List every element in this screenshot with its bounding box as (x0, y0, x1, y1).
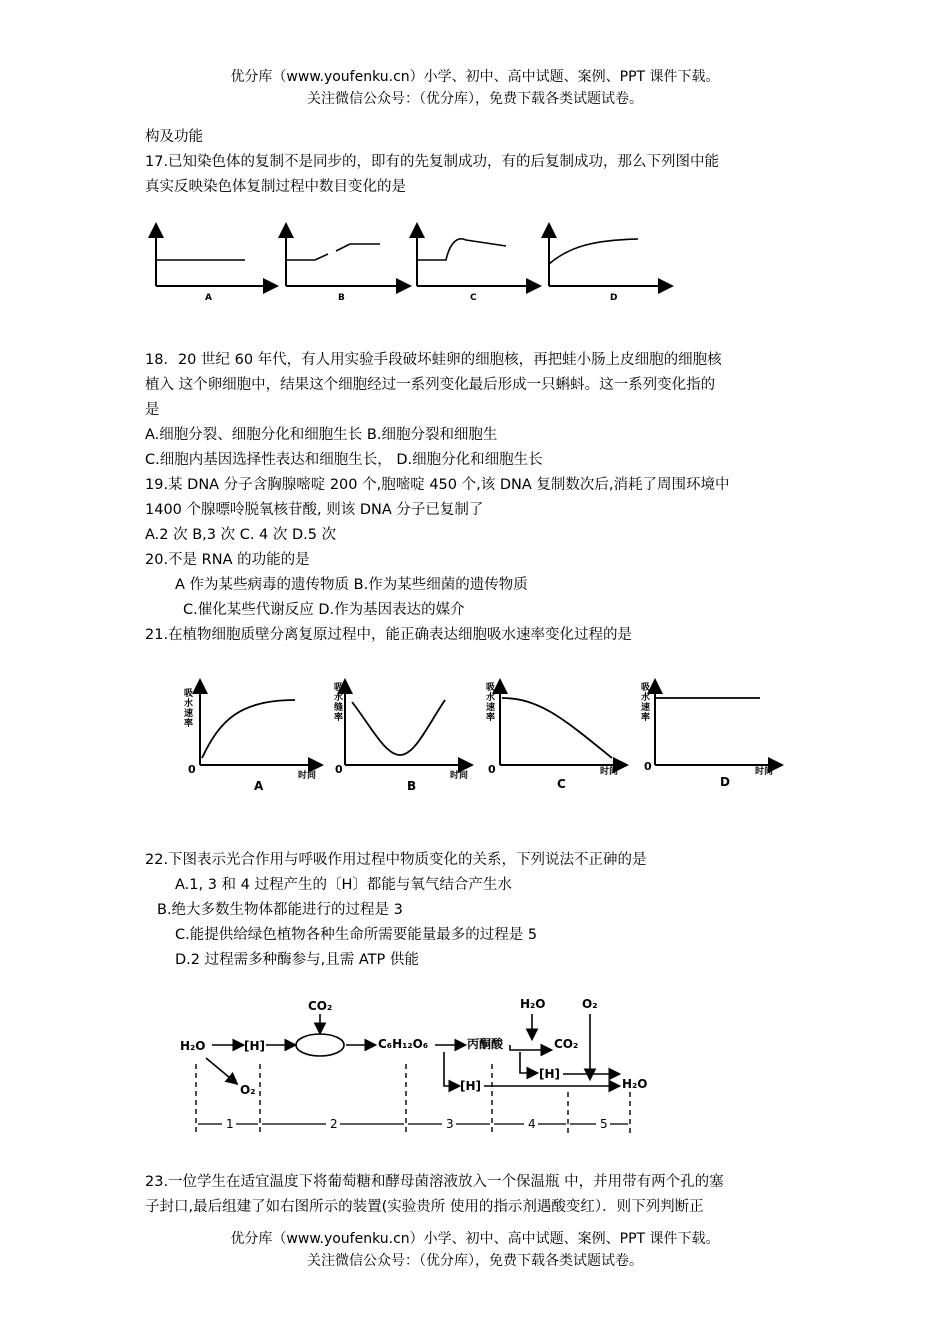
q21-figure (170, 670, 790, 805)
q22-stage-3: 3 (446, 1117, 454, 1131)
header-line-2: 关注微信公众号：（优分库），免费下载各类试题试卷。 (307, 91, 643, 107)
q18-stem-line1: 18．20 世纪 60 年代，有人用实验手段破坏蛙卵的细胞核，再把蛙小肠上皮细胞的细胞核 (145, 352, 722, 368)
q21-graph-c (500, 682, 625, 765)
q20-options-cd: C.催化某些代谢反应 D.作为基因表达的媒介 (183, 602, 465, 618)
q17-graph-c (417, 226, 538, 286)
q22-arrow-to-h-mid (520, 1052, 536, 1073)
q23-stem-line1: 23.一位学生在适宜温度下将葡萄糖和酵母菌溶液放入一个保温瓶 中，并用带有两个孔的塞 (145, 1174, 724, 1190)
page-header (0, 66, 950, 110)
q22-h-lower: [H] (460, 1079, 482, 1093)
q22-arrow-to-h-lower (444, 1052, 458, 1086)
q22-calvin-cycle (296, 1034, 344, 1056)
q21-label-b: B (407, 779, 417, 793)
q21-b-ylabel-1: 吸 (334, 683, 344, 693)
q21-stem: 21.在植物细胞质壁分离复原过程中，能正确表达细胞吸水速率变化过程的是 (145, 627, 633, 643)
q21-c-xlabel: 时间 (600, 767, 619, 777)
q22-option-c: C.能提供给绿色植物各种生命所需要能量最多的过程是 5 (175, 927, 538, 943)
q21-a-ylabel-3: 速 (184, 709, 194, 719)
q19-stem-line1: 19.某 DNA 分子含胸腺嘧啶 200 个,胞嘧啶 450 个,该 DNA 复制数次后,消耗了周围环境中 (145, 477, 730, 493)
q18-stem-line2: 植入 这个卵细胞中，结果这个细胞经过一系列变化最后形成一只蝌蚪。这一系列变化指的 (145, 377, 716, 393)
q23-stem-line2: 子封口,最后组建了如右图所示的装置(实验贵所 使用的指示剂遇酸变红）．则下列判断正 (145, 1199, 704, 1215)
q21-a-ylabel-1: 吸 (184, 689, 194, 699)
q18-stem-line3: 是 (145, 402, 160, 418)
q22-stage-4: 4 (528, 1117, 536, 1131)
q22-stage-2: 2 (330, 1117, 338, 1131)
q19-stem-line2: 1400 个腺嘌呤脱氧核苷酸, 则该 DNA 分子已复制了 (145, 502, 484, 518)
q21-b-ylabel-4: 率 (334, 713, 344, 723)
q21-d-ylabel-1: 吸 (641, 683, 651, 693)
q22-diagram (170, 988, 670, 1143)
q17-label-a: A (205, 293, 212, 303)
q21-graph-b (345, 682, 470, 765)
q21-d-ylabel-4: 率 (641, 713, 651, 723)
q21-label-a: A (254, 779, 264, 793)
q22-stem: 22.下图表示光合作用与呼吸作用过程中物质变化的关系，下列说法不正砷的是 (145, 852, 647, 868)
q18-options-cd: C.细胞内基因选择性表达和细胞生长， D.细胞分化和细胞生长 (145, 452, 543, 468)
q22-h-light: [H] (244, 1039, 266, 1053)
q21-c-zero: 0 (488, 763, 496, 776)
q21-d-xlabel: 时间 (755, 767, 774, 777)
q17-figure (140, 212, 680, 312)
q21-d-zero: 0 (644, 760, 652, 773)
q21-graph-d (655, 682, 780, 765)
q17-stem-line1: 17.已知染色体的复制不是同步的，即有的先复制成功，有的后复制成功，那么下列图中能 (145, 154, 720, 170)
q22-stage-1: 1 (226, 1117, 234, 1131)
q18-options-ab: A.细胞分裂、细胞分化和细胞生长 B.细胞分裂和细胞生 (145, 427, 498, 443)
q22-stage-5: 5 (600, 1117, 608, 1131)
q22-option-a: A.1, 3 和 4 过程产生的〔H〕都能与氧气结合产生水 (175, 877, 512, 893)
q20-options-ab: A 作为某些病毒的遗传物质 B.作为某些细菌的遗传物质 (175, 577, 528, 593)
q22-arrow-h2o-o2 (206, 1058, 236, 1083)
q21-c-ylabel-4: 率 (486, 713, 496, 723)
q22-co2-top: CO₂ (308, 999, 333, 1013)
q21-label-d: D (720, 775, 730, 789)
q17-stem-line2: 真实反映染色体复制过程中数目变化的是 (145, 179, 406, 195)
q21-a-zero: 0 (188, 763, 196, 776)
q22-h-mid: [H] (539, 1067, 561, 1081)
q22-glucose: C₆H₁₂O₆ (378, 1037, 429, 1051)
q22-h2o-top: H₂O (520, 997, 546, 1011)
q21-graph-a (200, 682, 320, 765)
q21-b-xlabel: 时间 (450, 771, 469, 781)
q21-c-ylabel-3: 速 (486, 703, 496, 713)
q22-o2-top: O₂ (582, 997, 598, 1011)
q22-option-b: B.绝大多数生物体都能进行的过程是 3 (157, 902, 403, 918)
q21-d-ylabel-3: 速 (641, 703, 651, 713)
header-line-1: 优分库（www.youfenku.cn）小学、初中、高中试题、案例、PPT 课件下载。 (230, 69, 720, 85)
footer-line-2: 关注微信公众号：（优分库），免费下载各类试题试卷。 (307, 1253, 643, 1269)
q17-graph-d (549, 226, 670, 286)
q21-b-zero: 0 (335, 763, 343, 776)
footer-line-1: 优分库（www.youfenku.cn）小学、初中、高中试题、案例、PPT 课件下载。 (230, 1231, 720, 1247)
q21-d-ylabel-2: 水 (641, 693, 651, 703)
q17-label-d: D (610, 293, 618, 303)
q22-o2-left: O₂ (240, 1083, 256, 1097)
q17-graph-a (156, 226, 275, 286)
q17-label-b: B (338, 293, 345, 303)
q19-options: A.2 次 B,3 次 C. 4 次 D.5 次 (145, 527, 337, 543)
q22-h2o-left: H₂O (180, 1039, 206, 1053)
q21-b-ylabel-2: 水 (334, 693, 344, 703)
q21-c-ylabel-1: 吸 (486, 683, 496, 693)
q21-b-ylabel-3: 缝 (334, 703, 344, 713)
page-footer (0, 1228, 950, 1272)
q21-c-ylabel-2: 水 (486, 693, 496, 703)
q21-label-c: C (557, 777, 566, 791)
q21-a-ylabel-4: 率 (184, 719, 194, 729)
q21-a-xlabel: 时间 (298, 771, 317, 781)
q22-co2-right: CO₂ (554, 1037, 579, 1051)
q22-pyruvate: 丙酮酸 (467, 1037, 504, 1051)
q21-a-ylabel-2: 水 (184, 699, 194, 709)
q17-label-c: C (470, 293, 477, 303)
prev-question-tail: 构及功能 (145, 129, 203, 145)
q22-option-d: D.2 过程需多种酶参与,且需 ATP 供能 (175, 952, 419, 968)
q20-stem: 20.不是 RNA 的功能的是 (145, 552, 310, 568)
q17-graph-b (286, 226, 408, 286)
q22-arrow-to-co2 (510, 1045, 550, 1050)
q22-h2o-right: H₂O (622, 1077, 648, 1091)
